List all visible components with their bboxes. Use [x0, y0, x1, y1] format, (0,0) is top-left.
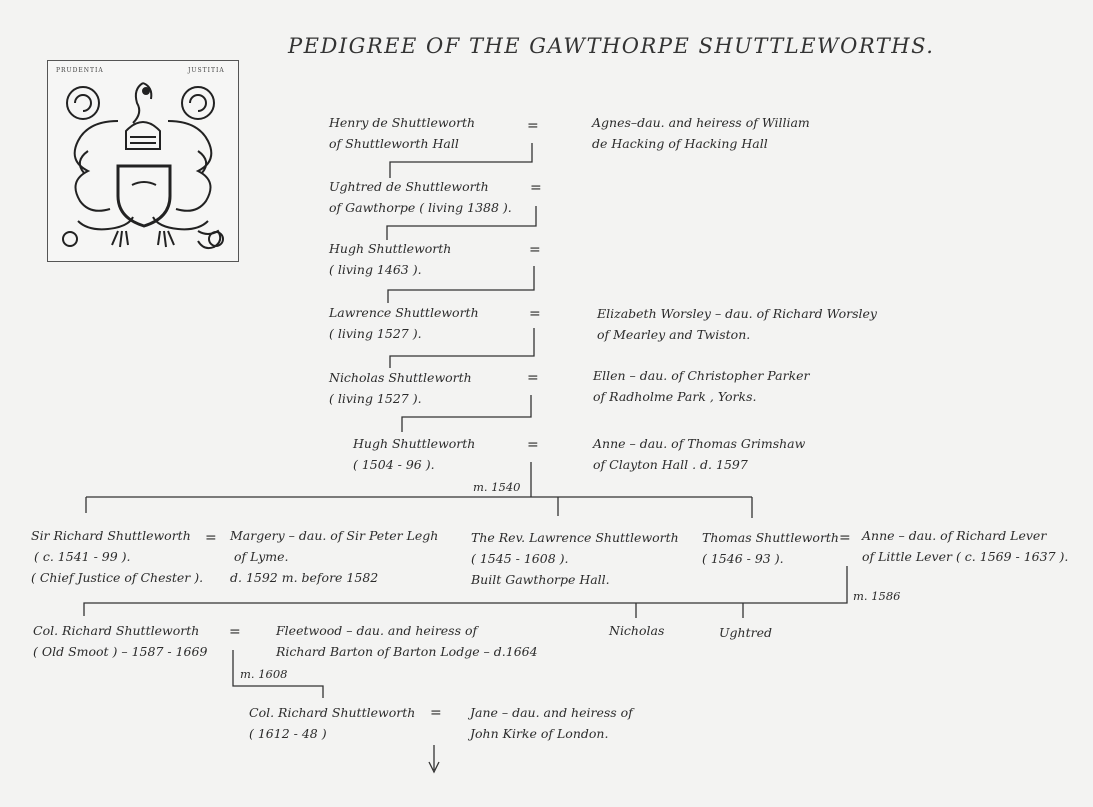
- person-name: Lawrence Shuttleworth: [329, 305, 479, 320]
- person-name: Anne – dau. of Richard Lever: [862, 528, 1047, 543]
- person-detail: ( 1612 - 48 ): [249, 726, 327, 741]
- person-detail: ( 1545 - 1608 ).: [471, 551, 569, 566]
- person-detail: ( living 1527 ).: [329, 391, 422, 406]
- crest-motto-left: PRUDENTIA: [56, 67, 104, 74]
- person-col-richard-old-smoot: [33, 620, 207, 662]
- crest-motto-right: JUSTITIA: [188, 67, 225, 74]
- marriage-date: m. 1586: [853, 589, 901, 603]
- marriage-sign: =: [527, 370, 539, 386]
- marriage-sign: =: [530, 180, 542, 196]
- person-thomas: [702, 527, 839, 569]
- person-name: Hugh Shuttleworth: [353, 436, 476, 451]
- person-detail: ( Chief Justice of Chester ).: [31, 570, 204, 585]
- person-detail: Built Gawthorpe Hall.: [471, 572, 610, 587]
- person-ughtred-sibling: Ughtred: [719, 625, 772, 640]
- person-ellen-parker: [593, 365, 810, 407]
- person-name: Fleetwood – dau. and heiress of: [276, 623, 478, 638]
- person-detail: ( c. 1541 - 99 ).: [34, 549, 131, 564]
- person-name: Hugh Shuttleworth: [329, 241, 452, 256]
- person-detail: ( Old Smoot ) – 1587 - 1669: [33, 644, 208, 659]
- person-nicholas-1527: [329, 367, 472, 409]
- marriage-sign: =: [839, 530, 851, 546]
- person-name: Agnes–dau. and heiress of William: [592, 115, 810, 130]
- person-name: Elizabeth Worsley – dau. of Richard Worsley: [597, 306, 877, 321]
- person-detail: of Mearley and Twiston.: [597, 327, 751, 342]
- person-detail: of Little Lever ( c. 1569 - 1637 ).: [862, 549, 1069, 564]
- marriage-sign: =: [430, 705, 442, 721]
- person-anne-grimshaw: [593, 433, 805, 475]
- person-name: Henry de Shuttleworth: [329, 115, 476, 130]
- marriage-sign: =: [527, 118, 539, 134]
- marriage-sign: =: [529, 242, 541, 258]
- person-agnes: [592, 112, 810, 154]
- person-detail: ( living 1463 ).: [329, 262, 422, 277]
- person-name: Ellen – dau. of Christopher Parker: [593, 368, 810, 383]
- person-hugh-1504: [353, 433, 475, 475]
- person-detail: of Radholme Park , Yorks.: [593, 389, 757, 404]
- person-name: Thomas Shuttleworth: [702, 530, 839, 545]
- person-detail: Richard Barton of Barton Lodge – d.1664: [276, 644, 538, 659]
- person-detail: d. 1592 m. before 1582: [230, 570, 379, 585]
- person-ughtred-de: [329, 176, 512, 218]
- person-anne-lever: [862, 525, 1068, 567]
- person-name: Margery – dau. of Sir Peter Legh: [230, 528, 439, 543]
- person-detail: ( 1546 - 93 ).: [702, 551, 784, 566]
- person-detail: of Gawthorpe ( living 1388 ).: [329, 200, 512, 215]
- person-name: Ughtred de Shuttleworth: [329, 179, 489, 194]
- marriage-sign: =: [529, 306, 541, 322]
- person-detail: de Hacking of Hacking Hall: [592, 136, 768, 151]
- person-lawrence-1527: [329, 302, 479, 344]
- diagram-title: PEDIGREE OF THE GAWTHORPE SHUTTLEWORTHS.: [288, 34, 935, 58]
- person-detail: John Kirke of London.: [470, 726, 609, 741]
- person-detail: of Lyme.: [234, 549, 289, 564]
- person-name: Sir Richard Shuttleworth: [31, 528, 191, 543]
- person-col-richard-1612: [249, 702, 415, 744]
- person-elizabeth-worsley: [597, 303, 877, 345]
- marriage-sign: =: [229, 624, 241, 640]
- person-detail: of Clayton Hall . d. 1597: [593, 457, 748, 472]
- person-fleetwood-barton: [276, 620, 538, 662]
- person-detail: ( living 1527 ).: [329, 326, 422, 341]
- person-name: Anne – dau. of Thomas Grimshaw: [593, 436, 806, 451]
- person-name: Jane – dau. and heiress of: [470, 705, 633, 720]
- marriage-sign: =: [527, 437, 539, 453]
- person-rev-lawrence: [471, 527, 679, 590]
- person-name: Nicholas Shuttleworth: [329, 370, 472, 385]
- person-name: Col. Richard Shuttleworth: [249, 705, 416, 720]
- person-nicholas-sibling: Nicholas: [609, 623, 665, 638]
- person-sir-richard: [31, 525, 203, 588]
- person-jane-kirke: [470, 702, 633, 744]
- person-henry: [329, 112, 475, 154]
- person-name: The Rev. Lawrence Shuttleworth: [471, 530, 679, 545]
- person-detail: of Shuttleworth Hall: [329, 136, 459, 151]
- person-name: Col. Richard Shuttleworth: [33, 623, 200, 638]
- person-margery-legh: [230, 525, 438, 588]
- person-detail: ( 1504 - 96 ).: [353, 457, 435, 472]
- person-hugh-1463: [329, 238, 451, 280]
- marriage-sign: =: [205, 530, 217, 546]
- marriage-date: m. 1540: [473, 480, 521, 494]
- marriage-date: m. 1608: [240, 667, 288, 681]
